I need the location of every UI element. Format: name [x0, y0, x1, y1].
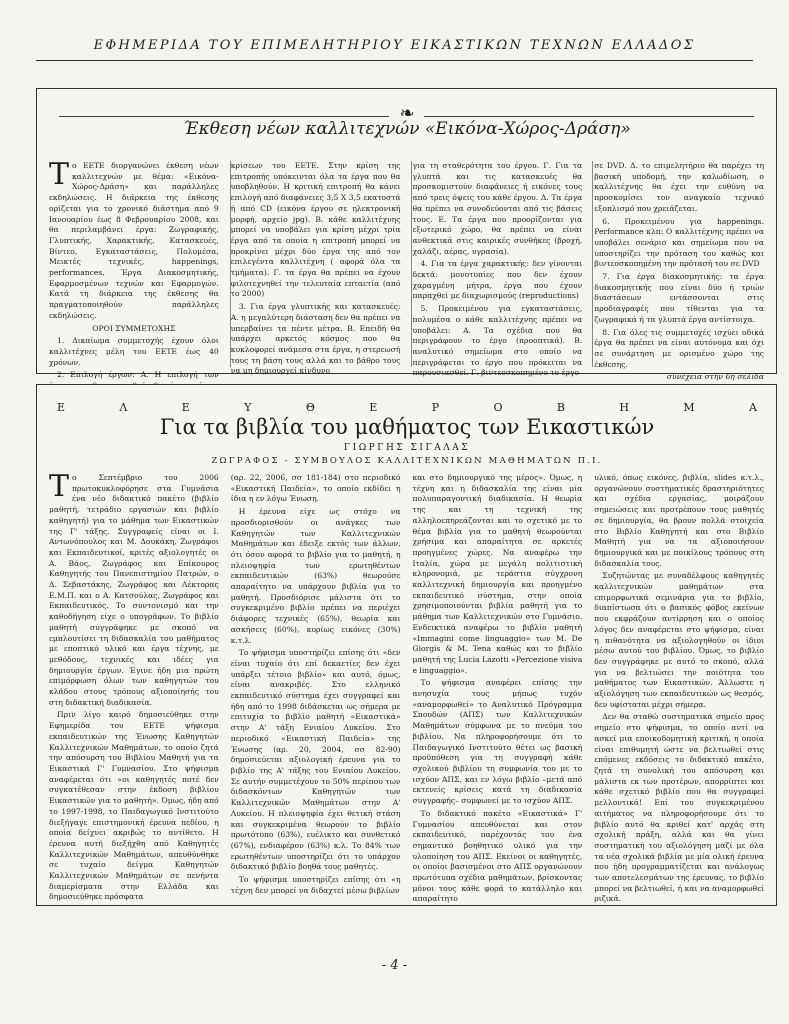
article-paragraph: υλικό, όπως εικόνες, βιβλία, slides κ.τ.λ., οργανώνουν συστηματικές δραστηριότητες και σχέδια εργασίας, μοιράζουν σημειώσεις και προτρέπουν τους μαθητές σε δημιουργία, θα βρουν πολλά στοιχεία στο Βιβλίο Καθηγητή και στο Βιβλίο Μαθητή για να τα αξιοποιήσουν δημιουργικά και με ποικίλους τρόπους στη διδασκαλία τους. [594, 473, 764, 568]
article-paragraph: Το ψήφισμα υποστηρίζει επίσης ότι «η τέχνη δεν μπορεί να διδαχτεί μέσω βιβλίων [230, 875, 401, 895]
author-role: ΖΩΓΡΑΦΟΣ - ΣΥΜΒΟΥΛΟΣ ΚΑΛΛΙΤΕΧΝΙΚΩΝ ΜΑΘΗΜΑΤΩΝ Π.Ι. [211, 456, 603, 466]
ornament-icon: ❧ [399, 103, 415, 124]
exhibition-article [36, 88, 777, 382]
article-paragraph: 1. Δικαίωμα συμμετοχής έχουν όλοι καλλιτέχνες μέλη του ΕΕΤΕ έως 40 χρόνων. [49, 336, 219, 367]
article-paragraph: 3. Για έργα γλυπτικής και κατασκευές: Α. η μεγαλύτερη διάσταση δεν θα πρέπει να υπερβαίνει τα πέντε μέτρα. Β. Επειδή θα υπάρχει αρκετός κόσμος που θα κυκλοφορεί ανάμεσα στα έργα, η στερεωσή τους τη βάση τους αλλά και το βάθρο τους να μη δημιουργεί κίνδυνο [230, 302, 401, 376]
article-column-1 [49, 469, 219, 907]
article-paragraph: Η έρευνα είχε ως στόχο να προσδιορισθούν οι ανάγκες των Καθηγητών των Καλλιτεχνικών Μαθημάτων και έδειξε εκτός των άλλων, ότι όσον αφορά το βιβλίο για το μαθητή, η πλειοψηφία των ερωτηθέντων εκπαιδευτικών (63%) θεωρούσε απαραίτητο να υπάρχουν βιβλία για το μαθητή. Προσδιόρισε μάλιστα ότι το συγκεκριμένο βιβλίο πρέπει να περιέχει διάφορες τεχνικές (65%), θεωρία και ασκήσεις (60%), κυρίως εικόνες (30%) κ.τ.λ. [230, 507, 401, 645]
article-paragraph: 5. Προκειμένου για εγκαταστάσεις, πολυμέσα ο κάθε καλλιτέχνης πρέπει να υποβάλει: Α. Τα σχέδια που θα περιγράφουν το έργο (προοπτικά). Β. αναλυτικό σημείωμα στο οποίο να περιγράφεται το έργο που πρόκειται να παρουσιασθεί. Γ. βιντεοσκοπημένο το έργο [412, 304, 583, 378]
article-paragraph: Το διδακτικό πακέτο «Εικαστικά» Γ' Γυμνασίου απευθύνεται και στον εκπαιδευτικό, παρέχοντάς του ένα σημαντικό βοηθητικό υλικό για την υλοποίηση του ΑΠΣ. Εκείνοι οι καθηγητές, οι οποίοι βασισμένοι στο ΑΠΣ οργανώνουν πρωτότυπα σχέδια μαθημάτων, βρίσκοντας μόνοι τους κάθε φορά το κατάλληλο και απαραίτητο [412, 808, 583, 904]
article-paragraph: (αρ. 22, 2006, σσ 181-184) στο περιοδικό «Εικαστική Παιδεία», το οποίο εκδίδει η ίδια η εν λόγω Ένωση. [230, 473, 401, 504]
article-column-3 [413, 161, 583, 404]
section-label: Ε Λ Ε Υ Θ Ε Ρ Ο Β Η Μ Α [57, 401, 757, 414]
article-title: Για τα βιβλία του μαθήματος των Εικαστικών [159, 415, 655, 439]
article-column-2 [231, 161, 401, 404]
section-heading: ΟΡΟΙ ΣΥΜΜΕΤΟΧΗΣ [92, 323, 176, 333]
author-name: ΓΙΩΡΓΗΣ ΣΙΓΑΛΑΣ [343, 443, 471, 453]
article-paragraph: ο Σεπτέμβριο του 2006 πρωτοκυκλοφόρησε στα Γυμνάσια ένα νέο διδακτικό πακέτο (βιβλίο μαθητή, τετράδιο εργασιών και βιβλίο καθηγητή) για το μάθημα των Εικαστικών της Γ' τάξης. Συγγραφείς είναι οι Ι. Αντωνόπουλος και Μ. Δουκάκη, Ζωγράφοι και Εκπαιδευτικοί, κριτές αξιολογητές οι Α. Βάος, Ζωγράφος και Επίκουρος Καθηγητής του Πανεπιστημίου Πατρών, ο Δ. Σεβαστάκης, Ζωγράφος και Λέκτορας Ε.Μ.Π. και ο Α. Κατσούλας, Ζωγράφος και Εκπαιδευτικός. Το συντονισμό και την καθοδήγηση είχε ο υπογράφων. Το βιβλίο μαθητή συγγράφηκε με σκοπό να εμπλουτίσει τη διδασκαλία του μαθήματος με εποπτικό υλικό και έργα τέχνης, με μεθόδους, τεχνικές και ιδέες για δημιουργία έργων. Έγινε ήδη μια πρώτη επιμόρφωση όλων των καθηγητών του κλάδου στους τρόπους αξιοποίησής του στη διδακτική διαδικασία. [49, 473, 219, 707]
article-paragraph: Συζητώντας με συναδέλφους καθηγητές καλλιτεχνικών μαθημάτων στα επιμορφωτικά σεμινάρια για το βιβλίο, διαπίστωσα ότι ο βασικός φόβος εκείνων που εκφράζουν αντίρρηση και ο οποίος λόγος δεν αναφέρεται στο ψήφισμα, είναι η πιθανότητα να αξιολογηθούν οι ίδιοι μέσω αυτού του βιβλίου. Όμως, το βιβλίο δεν συγγράφηκε με αυτό το σκοπό, αλλά για να βελτιώσει την ποιότητα του μαθήματος των Εικαστικών. Άλλωστε η αξιολόγηση των εκπαιδευτικών ως θεσμός, δεν υφίσταται μέχρι σήμερα. [594, 571, 764, 709]
article-paragraph: Πριν λίγο καιρό δημοσιεύθηκε στην Εφημερίδα του ΕΕΤΕ ψήφισμα εκπαιδευτικών της Ένωσης Καθηγητών Καλλιτεχνικών Μαθημάτων, το οποίο ζητά την απόσυρση του Βιβλίου Μαθητή για τα Εικαστικά Γ' Γυμνασίου. Στο ψήφισμα αναφέρεται ότι «οι καθηγητές ποτέ δεν συγκατέθεσαν στην έκδοση βιβλίου Εικαστικών για το μαθητή». Όμως, ήδη από το 1997-1998, το Παιδαγωγικό Ινστιτούτο διεξήγαγε επιστημονική έρευνα πεδίου, η οποία δείχνει ακριβώς το αντίθετο. Η έρευνα αυτή διεξήχθη από Καθηγητές Καλλιτεχνικών Μαθημάτων, απευθύνθηκε σε τυχαίο δείγμα Καθηγητών Καλλιτεχνικών Μαθημάτων σε πενήντα διαμερίσματα στην Ελλάδα και δημοσιεύθηκε πρόσφατα [49, 710, 219, 902]
article-paragraph: 6. Προκειμένου για happenings. Performance κλπ: Ο καλλιτέχνης πρέπει να υποβάλει σενάριο και σημείωμα που να υποστηρίζει την πρόταση του καθώς και βιντεοσκοπημένη την πρότασή του σε DVD [594, 216, 764, 269]
article-paragraph: 7. Για έργα διακοσμητικής: τα έργα διακοσμητικής που είναι δύο ή τριών διαστάσεων εντάσσονται στις προδιαγραφές που τίθενται για τα ζωγραφικά ή τα γλυπτά έργα αντίστοιχα. [594, 272, 764, 324]
article-paragraph: Δεν θα σταθώ συστηματικά σημείο προς σημείο στο ψήφισμα, το οποίο αντί να ασκεί μια εποικοδομητική κριτική, η οποία είναι επιθυμητή ώστε να βελτιωθεί στις επόμενες εκδόσεις το διδακτικό πακέτο, ζητά τη συνολική του απόσυρση και μάλιστα εκ των προτέρων, απορρίπτει και κάθε σχετικό βιβλίο που θα συγγραφεί μελλοντικά! Επί του συγκεκριμένου αιτήματος να πληροφορήσουμε ότι το βιβλίο αυτό θα κριθεί κατ' αρχάς στη σχολική πράξη, αλλά και θα γίνει συστηματική του αξιολόγηση μαζί με όλα τα νέα σχολικά βιβλία με μία ολική έρευνα που ήδη προγραμματίζεται και ανάλογως των αποτελεσμάτων της έρευνας, το βιβλίο μπορεί να βελτιωθεί, ή και να αναμορφωθεί ριζικά. [594, 712, 764, 904]
drop-cap: Τ [49, 469, 70, 504]
continued-note: συνέχεια στην 6η σελίδα [666, 372, 764, 382]
article-paragraph: και στο δημιουργικό της μέρος». Όμως, η τέχνη και η διδασκαλία της είναι μία πολυπαραγοντική διαδικασία. Η θεωρία της και τη τεχνική της αλληλοεπηρεάζονται και το σχετικό με το θέμα βιβλία για το μαθητή θεωρούνται χρήσιμα και απαραίτητα σε αρκετές προηγμένες χώρες. Να αναφέρω την Ιταλία, χώρα με μεγάλη πολιτιστική κληρονομιά, με τεράστια σύγχρονη καλλιτεχνική δημιουργία και προηγμένο εκπαιδευτικό σύστημα, στην οποία χρησιμοποιούνται βιβλία μαθητή για το μάθημα των Καλλιτεχνικών στο Γυμνάσιο. Ενδεικτικά αναφέρω το βιβλίο μαθητή «Immagini come linguaggio» των M. De Giorgis & M. Tena καθώς και το βιβλίο μαθητή της Lucia Lazotti «Percezione visiva e linguaggio». [412, 473, 583, 675]
article-column-4 [594, 161, 764, 404]
opinion-article [36, 384, 777, 906]
article-paragraph: Το ψήφισμα υποστηρίζει επίσης ότι «δεν είναι τυχαίο ότι επί δεκαετίες δεν έχει υπάρξει τέτοιο βιβλίο» και αυτό, όμως, είναι ανακριβές. Στο ελληνικό εκπαιδευτικό σύστημα έχει συγγραφεί και ήδη από το 1998 διδάσκεται ως σήμερα με επιτυχία το βιβλίο μαθητή «Εικαστικά» στην Α' τάξη Ενιαίου Λυκείου. Στο περιοδικό «Εικαστική Παιδεία» της Ένωσης (αρ. 20, 2004, σσ 82-90) δημοσιεύεται αξιολογική έρευνα για το βιβλίο της Α' τάξης του Ενιαίου Λυκείου. Σε αυτήν συμμετέχουν το 50% περίπου των διδασκόντων Καθηγητών των Καλλιτεχνικών Μαθημάτων στην Α' Λυκείου. Η πλειοψηφία έχει θετική στάση και συγκεκριμένα θεωρούν το βιβλίο πρωτότυπο (63%), ευέλικτο και συνθετικό (67%), ενδιαφέρον (63%) κ.λ. Το 84% των ερωτηθέντων υποστηρίζει ότι το υπάρχον διδακτικό βιβλίο βοηθά τους μαθητές. [230, 648, 401, 872]
article-column-4 [594, 473, 764, 907]
article-paragraph: κρίσεων του ΕΕΤΕ. Στην κρίση της επιτροπής υπόκεινται όλα τα έργα που θα υποβληθούν. Η κριτική επιτροπή θα κάνει επιλογή από διαφάνειες 3,5 Χ 3,5 εκατοστά ή από CD (εικόνα έργου σε ηλεκτρονική μορφή, αρχείο jpg). Β. κάθε καλλιτέχνης μπορεί να υποβάλει για κρίση μέχρι τρία έργα από τα οποία η επιτροπή μπορεί να προκρίνει μέχρι δύο έργα της από τον επιλεγέντα καλλιτέχνη ( αφορά όλα τα τμήματα). Γ. τα έργα θα πρέπει να έχουν φιλοτεχνηθεί την τελευταία επταετία (από το 2000) [230, 161, 401, 299]
article-column-1 [49, 157, 219, 404]
article-column-2 [231, 473, 401, 907]
article-paragraph: για τη σταθερότητα του έργου. Γ. Για τα γλυπτά και τις κατασκευές θα προσκομιστούν διαφάνειες ή εικόνες τους από τρεις όψεις του κάθε έργου. Δ. Τα έργα θα πρέπει να συνοδεύονται από τις βάσεις τους. Ε. Τα έργα που προορίζονται για εξωτερικό χώρο, θα πρέπει να είναι ανθεκτικά στις καιρικές συνθήκες (βροχή, χαλάζι, αέρας, υγρασία). [412, 161, 583, 256]
page-number: - 4 - [381, 958, 408, 973]
article-paragraph: σε DVD. Δ. το επιμελητήριο θα παρέχει τη βασική υποδομή, την καλωδίωση, ο καλλιτέχνης θα έχει την ευθύνη να προσκομίσει τον αναγκαίο τεχνικό εξοπλισμό που χρειάζεται. [594, 161, 764, 213]
article-title: Έκθεση νέων καλλιτεχνών «Εικόνα-Χώρος-Δράση» [183, 119, 631, 139]
drop-cap: Τ [49, 157, 70, 192]
article-paragraph: ο ΕΕΤΕ διοργανώνει έκθεση νέων καλλιτεχνών με θέμα: «Εικόνα-Χώρος-Δράση» και παράλληλες εκδηλώσεις. Η διάρκεια της έκθεσης ορίζεται για το χρονικό διάστημα από 9 Ιανουαρίου έως 8 Φεβρουαρίου 2008, και θα περιλαμβάνει έργα: Ζωγραφικής, Γλυπτικής, Χαρακτικής, Κατασκευές, Βίντεο, Εγκαταστάσεις, Πολυμέσα, Μεικτές τεχνικές, happenings, performances, Έργα Διακοσμητικής, Εφαρμοσμένων τεχνών και Εφαρμογών. Κατά τη διάρκεια της έκθεσης θα πραγματοποιηθούν παράλληλες εκδηλώσεις. [49, 161, 219, 320]
masthead-rule [36, 60, 753, 61]
article-paragraph: 8. Για όλες τις συμμετοχές ισχύει οδικά έργα θα πρέπει να είναι αυτόνομα και όχι σε συνάρτηση με ορισμένο χώρο της έκθεσης. [594, 327, 764, 369]
newspaper-masthead: ΕΦΗΜΕΡΙΔΑ ΤΟΥ ΕΠΙΜΕΛΗΤΗΡΙΟΥ ΕΙΚΑΣΤΙΚΩΝ ΤΕΧΝΩΝ ΕΛΛΑΔΟΣ [93, 38, 696, 53]
article-paragraph: 2. Επιλογή έργων: Α. Η επιλογή των [57, 370, 219, 380]
article-paragraph: Το ψήφισμα αναφέρει επίσης την ανησυχία τους μήπως τυχόν «αναμορφωθεί» το Αναλυτικό Πρόγραμμα Σπουδών (ΑΠΣ) των Καλλιτεχνικών Μαθημάτων σύμφωνα με το πνεύμα του βιβλίου. Να πληροφορήσουμε ότι το Παιδαγωγικό Ινστιτούτο θέτει ως βασική προϋπόθεση για τη συγγραφή κάθε σχολικού βιβλίου τη συμφωνία του με το ισχύον ΑΠΣ, και εν λόγω βιβλίο –μετά από εκτενείς κρίσεις κατά τη διαδικασία συγγραφής– συμφωνεί με το ισχύον ΑΠΣ. [412, 678, 583, 806]
article-column-3 [413, 473, 583, 907]
article-paragraph: 4. Για τα έργα χαρακτικής: δεν γίνονται δεκτά: μονοτυπίες που δεν έχουν χαραγμένη μήτρα, έργα που έχουν παραχθεί με διαχωρισμούς (reproductions) [412, 259, 583, 301]
